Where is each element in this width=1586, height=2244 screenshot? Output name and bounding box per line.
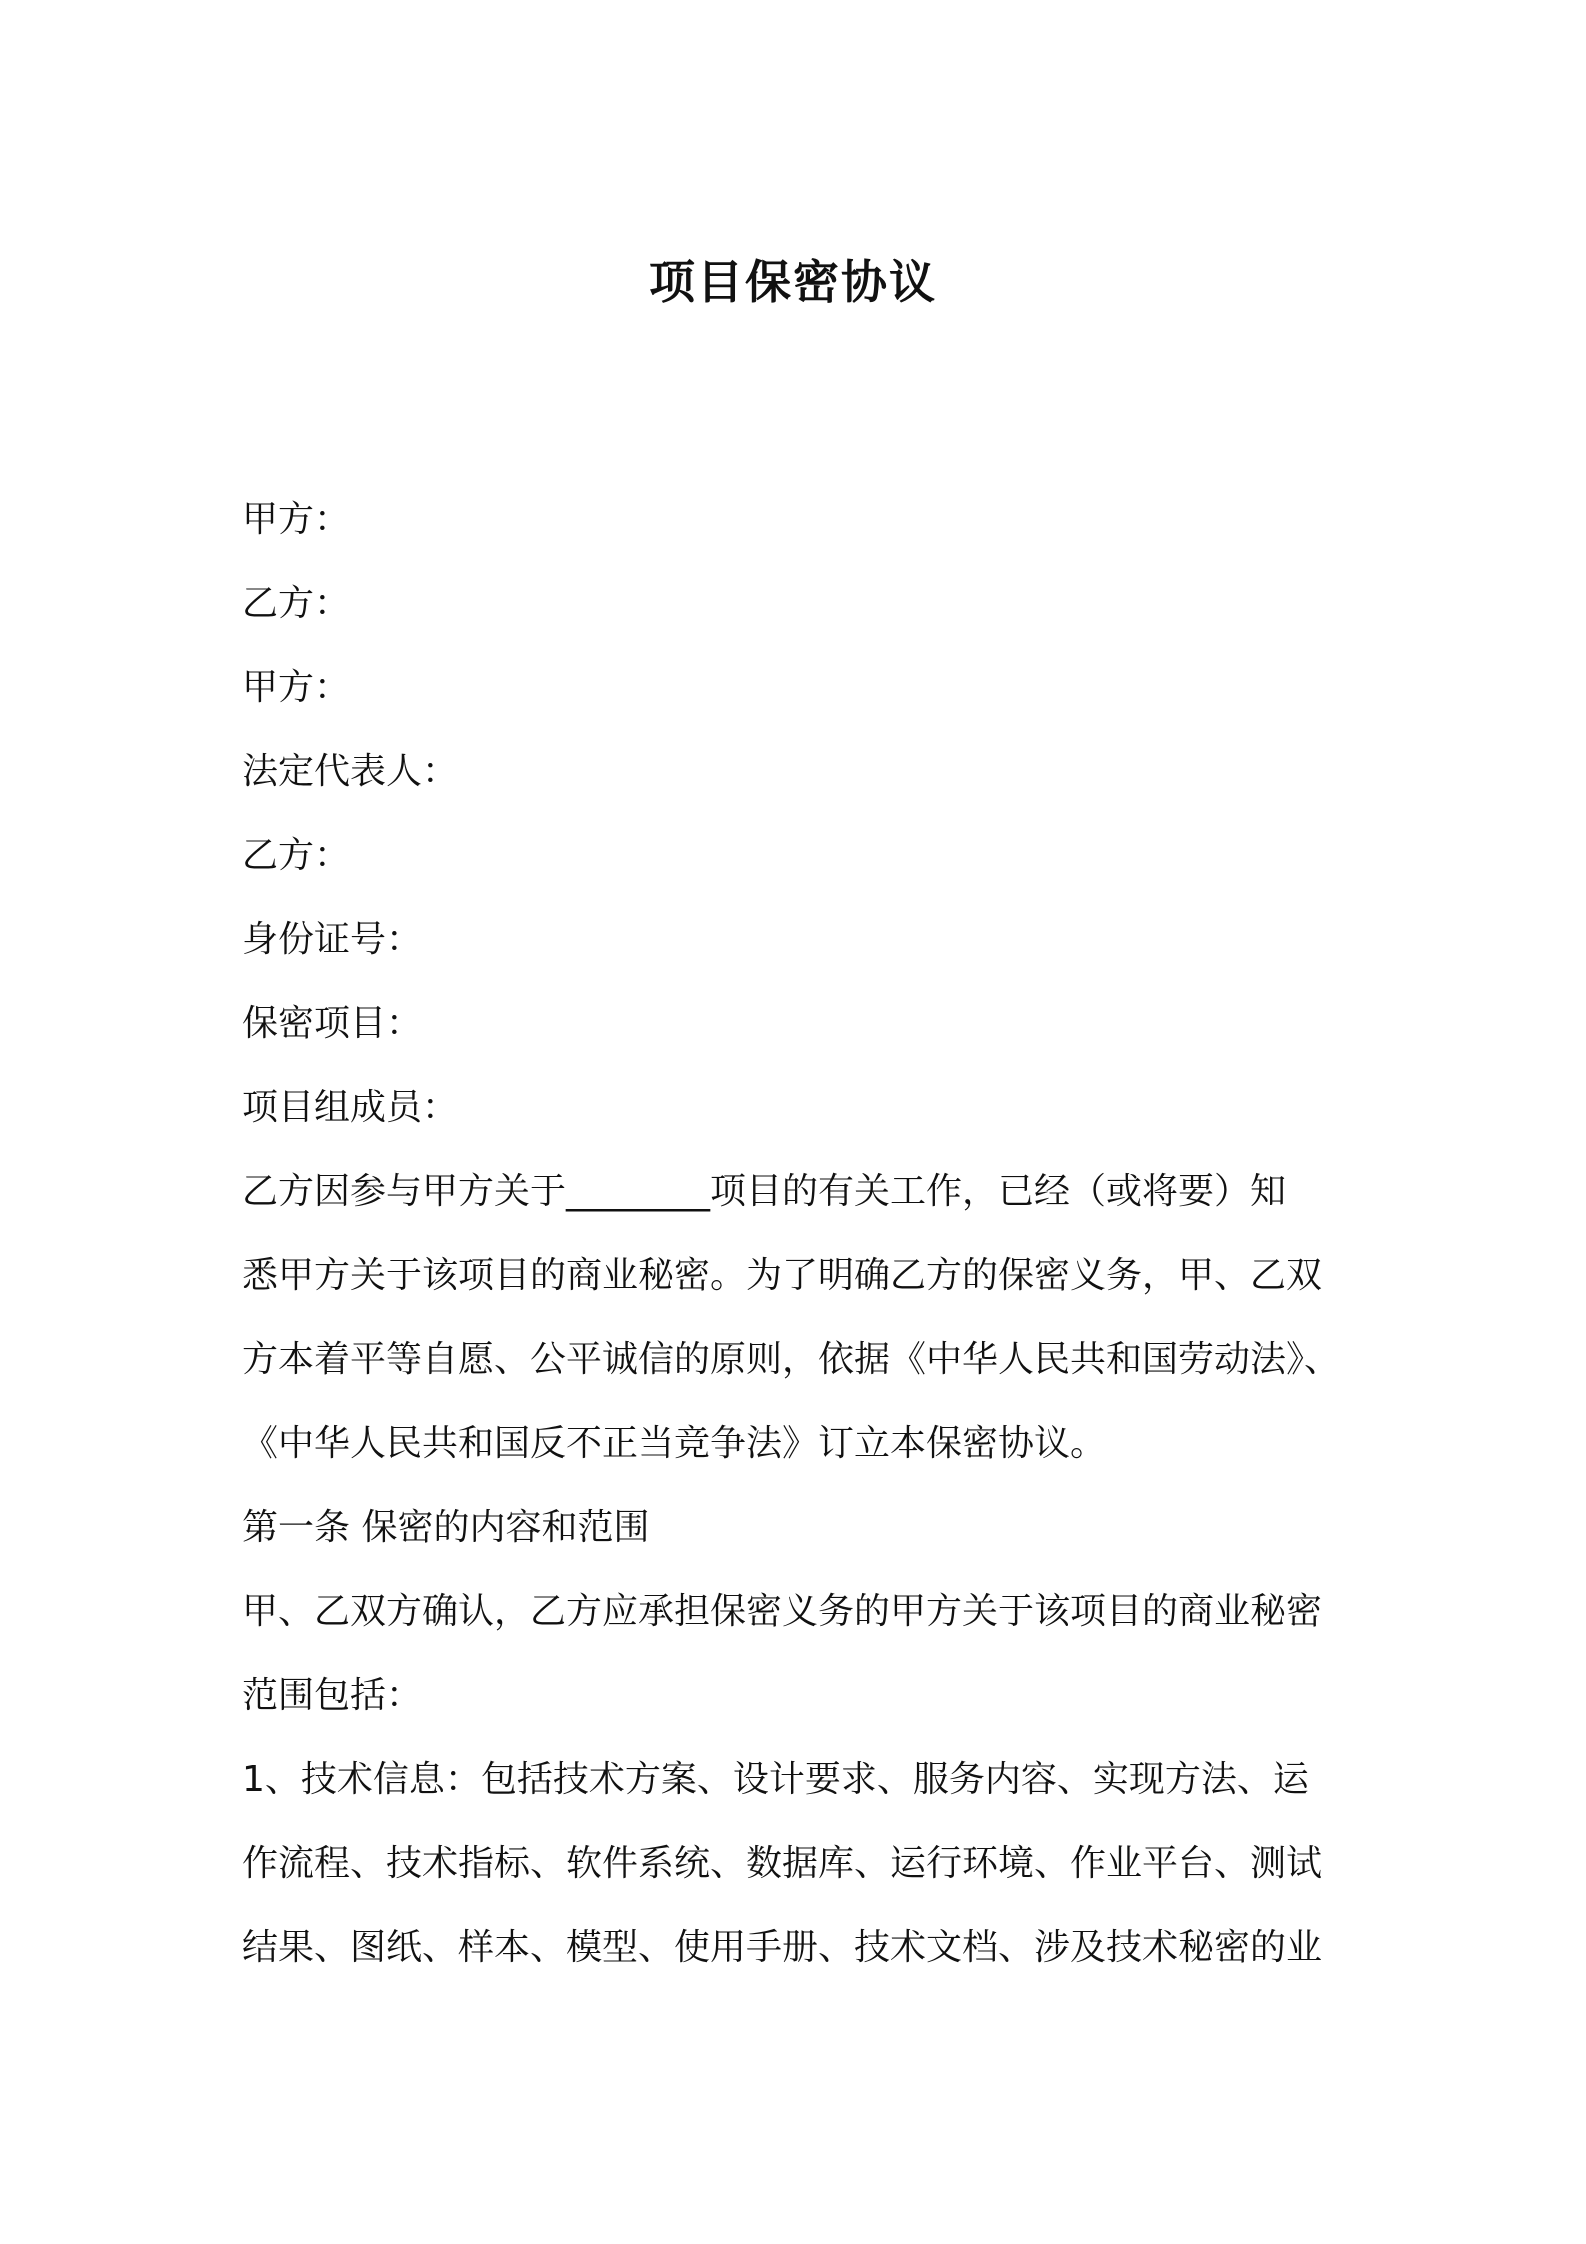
technical-info-line: 1、技术信息：包括技术方案、设计要求、服务内容、实现方法、运 — [242, 1759, 1309, 1800]
project-members-line: 项目组成员： — [242, 1087, 459, 1128]
party-a-line-2: 甲方： — [242, 667, 351, 708]
article-one-heading: 第一条 保密的内容和范围 — [242, 1507, 650, 1548]
scope-paragraph-line: 范围包括： — [242, 1675, 423, 1716]
confidential-project-line: 保密项目： — [242, 1003, 423, 1044]
intro-paragraph-line: 悉甲方关于该项目的商业秘密。为了明确乙方的保密义务，甲、乙双 — [242, 1255, 1323, 1296]
technical-info-line: 结果、图纸、样本、模型、使用手册、技术文档、涉及技术秘密的业 — [242, 1927, 1323, 1968]
document-body — [242, 478, 1357, 1990]
technical-info-line: 作流程、技术指标、软件系统、数据库、运行环境、作业平台、测试 — [242, 1843, 1323, 1884]
id-number-line: 身份证号： — [242, 919, 423, 960]
party-b-line: 乙方： — [242, 583, 351, 624]
intro-paragraph-line: 方本着平等自愿、公平诚信的原则，依据《中华人民共和国劳动法》、 — [242, 1339, 1341, 1380]
intro-paragraph-line: 乙方因参与甲方关于________项目的有关工作，已经（或将要）知 — [242, 1171, 1287, 1212]
document-title: 项目保密协议 — [649, 255, 937, 309]
party-b-line-2: 乙方： — [242, 835, 351, 876]
legal-representative-line: 法定代表人： — [242, 751, 459, 792]
scope-paragraph-line: 甲、乙双方确认，乙方应承担保密义务的甲方关于该项目的商业秘密 — [242, 1591, 1323, 1632]
intro-paragraph-line: 《中华人民共和国反不正当竞争法》订立本保密协议。 — [242, 1423, 1107, 1464]
party-a-line: 甲方： — [242, 499, 351, 540]
